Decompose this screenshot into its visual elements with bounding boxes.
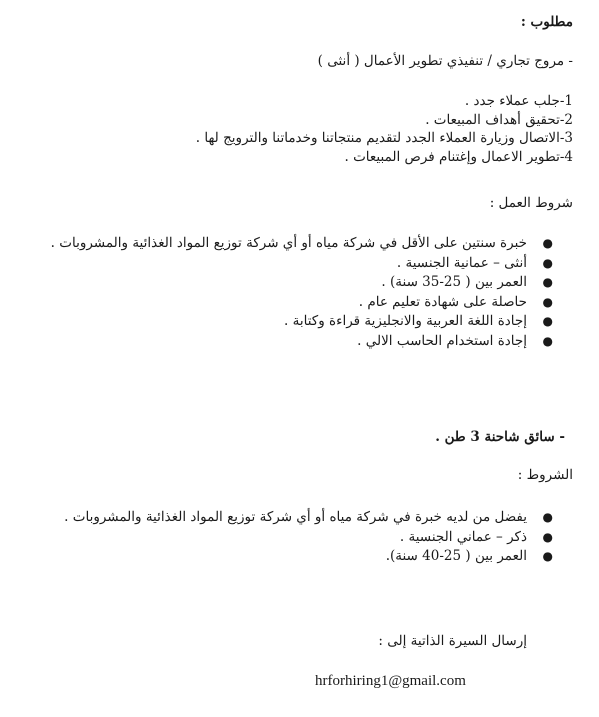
bullet-icon: ● — [542, 529, 553, 544]
job1-conditions-title: شروط العمل : — [489, 195, 573, 211]
cv-send-label: إرسال السيرة الذاتية إلى : — [378, 633, 527, 649]
bullet-icon: ● — [542, 333, 553, 348]
bullet-icon: ● — [542, 314, 553, 328]
job1-condition-item: ● خبرة سنتين على الأقل في شركة مياه أو أي شركة توزيع المواد الغذائية والمشروبات . — [51, 234, 527, 254]
bullet-icon: ● — [542, 294, 553, 309]
job2-title: - سائق شاحنة 3 طن . — [435, 429, 565, 445]
bullet-icon: ● — [542, 275, 553, 289]
job2-condition-item: ● يفضل من لديه خبرة في شركة مياه أو أي شركة توزيع المواد الغذائية والمشروبات . — [64, 508, 527, 528]
job2-conditions-title: الشروط : — [517, 467, 573, 483]
job1-duty-item: 2-تحقيق أهداف المبيعات . — [425, 111, 573, 128]
job2-condition-item: ● ذكر – عماني الجنسية . — [64, 528, 527, 548]
bullet-icon: ● — [542, 510, 553, 524]
job1-condition-item: ● العمر بين ( 25-35 سنة) . — [51, 273, 527, 293]
job1-condition-item: ● إجادة اللغة العربية والانجليزية قراءة وكتابة . — [51, 312, 527, 332]
bullet-icon: ● — [542, 236, 553, 250]
job1-condition-item: ● أنثى – عمانية الجنسية . — [51, 254, 527, 274]
job1-duty-item: 1-جلب عملاء جدد . — [464, 93, 573, 109]
job1-title: - مروج تجاري / تنفيذي تطوير الأعمال ( أنثى ) — [317, 53, 573, 69]
job1-condition-item: ● حاصلة على شهادة تعليم عام . — [51, 293, 527, 313]
job1-duty-item: 4-تطوير الاعمال وإغتنام فرص المبيعات . — [344, 148, 573, 165]
job2-condition-item: ● العمر بين ( 25-40 سنة). — [64, 547, 527, 567]
job1-conditions-list — [50, 234, 553, 351]
job2-conditions-list — [64, 508, 553, 567]
heading-wanted: مطلوب : — [520, 14, 573, 30]
job1-condition-item: ● إجادة استخدام الحاسب الالي . — [51, 332, 527, 352]
job1-duties-list — [196, 92, 573, 166]
bullet-icon: ● — [542, 549, 553, 563]
bullet-icon: ● — [542, 255, 553, 270]
cv-email: hrforhiring1@gmail.com — [315, 673, 466, 689]
job1-duty-item: 3-الاتصال وزيارة العملاء الجدد لتقديم منتجاتنا وخدماتنا والترويج لها . — [195, 130, 573, 146]
